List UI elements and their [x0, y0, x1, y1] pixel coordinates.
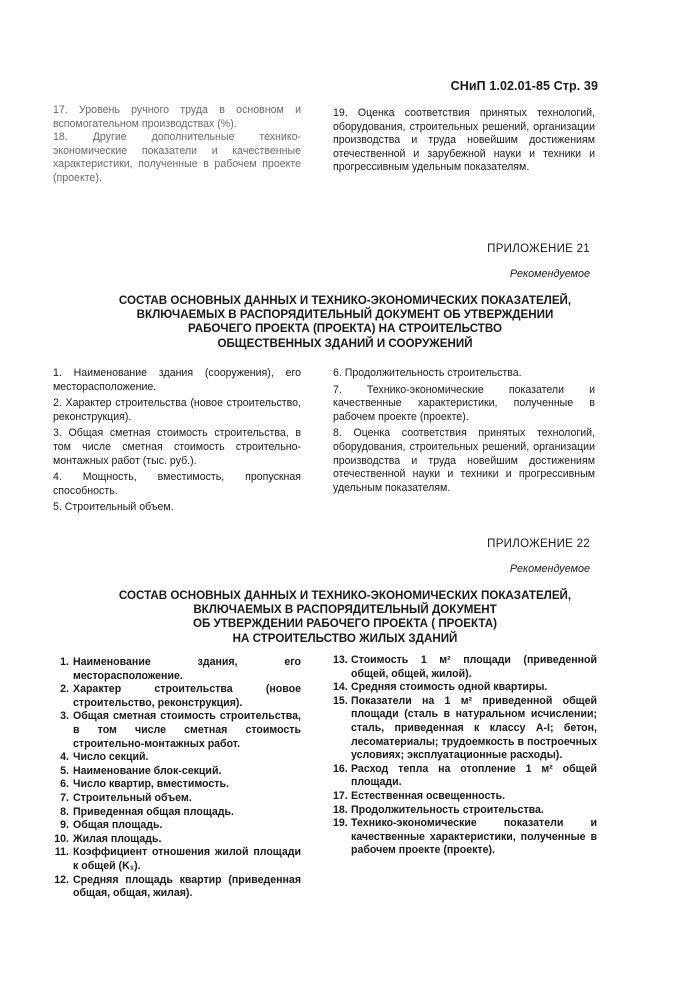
list-item [53, 751, 301, 765]
list-item [333, 654, 597, 681]
item-text: Показатели на 1 м² приведенной общей площади (сталь в натуральном исчислении; сталь, приведенная к классу А-I; бетон, лесоматериалы; трудоемкость в построечных условиях; эксплуатационные расходы). [351, 694, 597, 762]
paragraph: 18. Другие дополнительные технико-экономические показатели и качественные характеристики, полученные в рабочем проекте (проекте). [53, 131, 301, 184]
item-text: Средняя стоимость одной квартиры. [351, 681, 548, 694]
list-item: 3. Общая сметная стоимость строительства, в том числе сметная стоимость строительно-монтажных работ (тыс. руб.). [53, 427, 301, 467]
item-number: 18. [333, 803, 348, 816]
item-text: Средняя площадь квартир (приведенная общая, общая, жилая). [73, 873, 301, 900]
appendix-21-left-column [53, 367, 301, 518]
numbered-list [333, 654, 597, 858]
item-text: Коэффициент отношения жилой площади к общей (K₁). [73, 846, 301, 872]
appendix-22-status: Рекомендуемое [509, 563, 590, 575]
list-item [53, 792, 301, 806]
appendix-21-status: Рекомендуемое [509, 268, 590, 280]
list-item [53, 778, 301, 792]
list-item [333, 817, 597, 858]
item-text: Число квартир, вместимость. [73, 778, 229, 791]
list-item: 1. Наименование здания (сооружения), его месторасположение. [53, 367, 301, 393]
top-left-column [53, 104, 301, 186]
list-item [53, 710, 301, 751]
title-line: ОБЩЕСТВЕННЫХ ЗДАНИЙ И СООРУЖЕНИЙ [217, 336, 473, 350]
item-number: 8. [60, 805, 69, 818]
list-item [53, 819, 301, 833]
list-item [53, 846, 301, 873]
appendix-22-left-column [53, 656, 301, 901]
appendix-21-label: ПРИЛОЖЕНИЕ 21 [487, 243, 590, 255]
item-number: 7. [60, 791, 69, 804]
item-text: Жилая площадь. [73, 832, 162, 845]
top-right-column [333, 107, 595, 175]
item-number: 5. [60, 764, 69, 777]
item-text: Число секций. [73, 751, 149, 764]
item-text: Строительный объем. [73, 791, 192, 804]
list-item: 4. Мощность, вместимость, пропускная способность. [53, 471, 301, 497]
list-item [53, 806, 301, 820]
title-line: РАБОЧЕГО ПРОЕКТА (ПРОЕКТА) НА СТРОИТЕЛЬСТВО [188, 322, 502, 336]
item-number: 3. [60, 710, 69, 723]
item-number: 16. [333, 762, 348, 775]
item-text: Расход тепла на отопление 1 м² общей площади. [351, 762, 597, 789]
title-line: СОСТАВ ОСНОВНЫХ ДАННЫХ И ТЕХНИКО-ЭКОНОМИЧЕСКИХ ПОКАЗАТЕЛЕЙ, [118, 294, 572, 307]
list-item [53, 833, 301, 847]
paragraph: 19. Оценка соответствия принятых технологий, оборудования, строительных решений, организации производства и труда новейшим достижениям отечественной и зарубежной науки и техники и прогрессивным удельным показателям. [333, 107, 595, 174]
list-item: 6. Продолжительность строительства. [333, 367, 522, 379]
title-line: НА СТРОИТЕЛЬСТВО ЖИЛЫХ ЗДАНИЙ [232, 631, 458, 645]
title-line: ВКЛЮЧАЕМЫХ В РАСПОРЯДИТЕЛЬНЫЙ ДОКУМЕНТ [193, 603, 497, 617]
list-item [333, 681, 597, 695]
item-number: 1. [60, 656, 69, 668]
item-number: 17. [333, 789, 348, 802]
item-number: 9. [60, 819, 69, 832]
list-item: 5. Строительный объем. [53, 501, 174, 514]
item-number: 12. [54, 873, 69, 886]
appendix-22-label: ПРИЛОЖЕНИЕ 22 [487, 538, 590, 550]
item-text: Продолжительность строительства. [351, 803, 544, 816]
item-text: Технико-экономические показатели и качественные характеристики, полученные в рабочем проекте (проекте). [351, 817, 597, 857]
list-item: 2. Характер строительства (новое строительство, реконструкция). [53, 397, 301, 423]
list-item [53, 656, 301, 683]
appendix-21-title [95, 294, 595, 351]
item-text: Общая площадь. [73, 819, 163, 832]
running-head: СНиП 1.02.01-85 Стр. 39 [450, 79, 598, 93]
list-item: 7. Технико-экономические показатели и качественные характеристики, полученные в рабочем проекте (проекте). [333, 383, 595, 423]
title-line: ОБ УТВЕРЖДЕНИИ РАБОЧЕГО ПРОЕКТА ( ПРОЕКТА) [193, 617, 497, 631]
list-item: 8. Оценка соответствия принятых технологий, оборудования, строительных решений, организации производства и труда новейшим достижениям отечественной науки и техники и прогрессивным удельным показателям. [333, 427, 595, 494]
list-item [333, 790, 597, 804]
item-text: Общая сметная стоимость строительства, в том числе сметная стоимость строительно-монтажных работ. [73, 710, 301, 750]
title-line: СОСТАВ ОСНОВНЫХ ДАННЫХ И ТЕХНИКО-ЭКОНОМИЧЕСКИХ ПОКАЗАТЕЛЕЙ, [118, 589, 572, 602]
list-item [53, 765, 301, 779]
appendix-22-title [95, 589, 595, 646]
item-number: 4. [60, 751, 69, 764]
item-number: 15. [333, 694, 348, 707]
item-number: 6. [60, 778, 69, 791]
item-number: 13. [333, 654, 348, 666]
paragraph: 17. Уровень ручного труда в основном и вспомогательном производствах (%). [53, 104, 301, 130]
numbered-list [53, 656, 301, 901]
item-text: Наименование здания, его месторасположение. [73, 656, 301, 682]
item-number: 11. [54, 846, 69, 859]
appendix-22-right-column [333, 654, 597, 858]
list-item [53, 874, 301, 901]
item-text: Приведенная общая площадь. [73, 805, 234, 818]
title-line: ВКЛЮЧАЕМЫХ В РАСПОРЯДИТЕЛЬНЫЙ ДОКУМЕНТ ОБ УТВЕРЖДЕНИИ [136, 308, 554, 322]
list-item [333, 695, 597, 763]
appendix-21-right-column [333, 367, 595, 498]
list-item [333, 804, 597, 818]
item-text: Стоимость 1 м² площади (приведенной общей, общей, жилой). [351, 654, 597, 680]
item-text: Характер строительства (новое строительство, реконструкция). [73, 683, 301, 709]
list-item [333, 763, 597, 790]
list-item [53, 683, 301, 710]
item-number: 14. [333, 681, 348, 694]
item-text: Наименование блок-секций. [73, 764, 222, 777]
item-number: 2. [60, 683, 69, 696]
item-number: 19. [333, 817, 348, 830]
item-number: 10. [54, 832, 69, 845]
item-text: Естественная освещенность. [351, 789, 506, 802]
